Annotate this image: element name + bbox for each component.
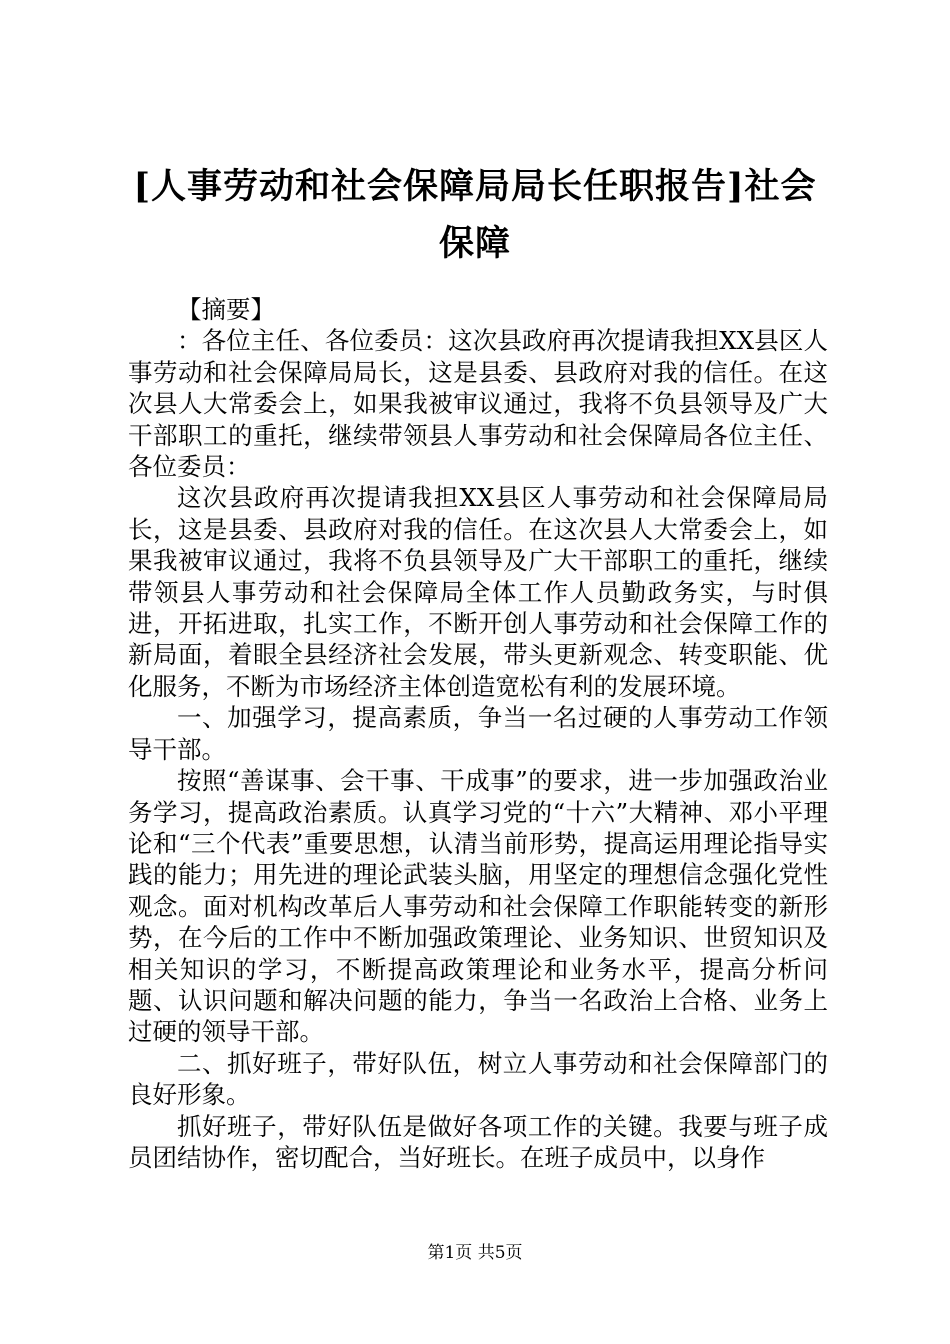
body-paragraph: ：各位主任、各位委员：这次县政府再次提请我担XX县区人事劳动和社会保障局局长，这是县委、县政府对我的信任。在这次县人大常委会上，如果我被审议通过，我将不负县领导及广大干部职工的重托，继续带领县人事劳动和社会保障局各位主任、各位委员： [128, 326, 828, 482]
body-paragraph: 按照“善谋事、会干事、干成事”的要求，进一步加强政治业务学习，提高政治素质。认真学习党的“十六”大精神、邓小平理论和“三个代表”重要思想，认清当前形势，提高运用理论指导实践的能力；用先进的理论武装头脑，用坚定的理想信念强化党性观念。面对机构改革后人事劳动和社会保障工作职能转变的新形势，在今后的工作中不断加强政策理论、业务知识、世贸知识及相关知识的学习，不断提高政策理论和业务水平，提高分析问题、认识问题和解决问题的能力，争当一名政治上合格、业务上过硬的领导干部。 [128, 766, 828, 1047]
document-title: [人事劳动和社会保障局局长任职报告]社会保障 [133, 166, 817, 264]
section-heading: 一、加强学习，提高素质，争当一名过硬的人事劳动工作领导干部。 [128, 703, 828, 764]
document-body [128, 294, 828, 1173]
section-heading: 二、抓好班子，带好队伍，树立人事劳动和社会保障部门的良好形象。 [128, 1048, 828, 1110]
body-paragraph: 抓好班子，带好队伍是做好各项工作的关键。我要与班子成员团结协作，密切配合，当好班长。在班子成员中，以身作 [128, 1111, 828, 1172]
abstract-heading: 【摘要】 [177, 295, 275, 324]
body-paragraph: 这次县政府再次提请我担XX县区人事劳动和社会保障局局长，这是县委、县政府对我的信任。在这次县人大常委会上，如果我被审议通过，我将不负县领导及广大干部职工的重托，继续带领县人事劳动和社会保障局全体工作人员勤政务实，与时俱进，开拓进取，扎实工作，不断开创人事劳动和社会保障工作的新局面，着眼全县经济社会发展，带头更新观念、转变职能、优化服务，不断为市场经济主体创造宽松有利的发展环境。 [128, 483, 828, 701]
page-number-footer: 第1页 共5页 [427, 1243, 523, 1263]
